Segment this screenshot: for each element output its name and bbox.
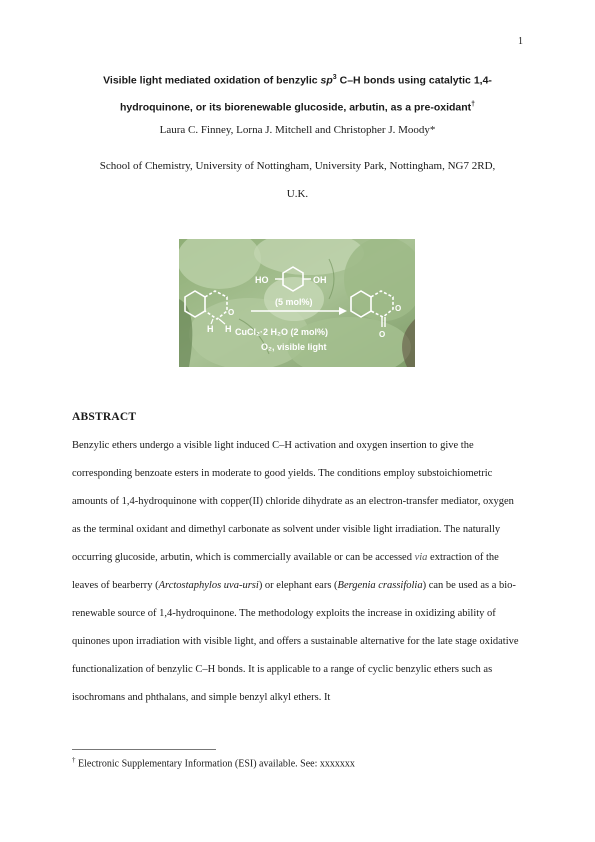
affiliation: [40, 152, 555, 208]
loading-label: (5 mol%): [275, 297, 313, 307]
title-sp: sp: [320, 74, 333, 87]
footnote-rule: [72, 749, 216, 750]
ho-label: HO: [255, 275, 269, 285]
title-dagger: †: [471, 100, 476, 108]
title-line1-post: C–H bonds using catalytic 1,4-: [336, 74, 492, 87]
graphical-abstract: [179, 239, 415, 367]
abstract-heading: ABSTRACT: [72, 411, 137, 423]
oxidant-label: O₂, visible light: [261, 342, 327, 352]
abstract-body: [72, 432, 524, 712]
graphical-abstract-image: [179, 239, 415, 367]
footnote-mark: †: [72, 756, 76, 764]
carbonyl-o-label: O: [379, 330, 386, 339]
h1-label: H: [207, 324, 214, 334]
title-sup: 3: [332, 74, 337, 81]
paper-title: [60, 66, 535, 119]
catalyst-label: CuCl₂·2 H₂O (2 mol%): [235, 327, 329, 337]
abstract-part2: extraction of the leaves of bearberry (: [72, 552, 499, 591]
author-list: Laura C. Finney, Lorna J. Mitchell and Christopher J. Moody*: [159, 124, 436, 136]
species-bearberry: Arctostaphylos uva-ursi: [158, 580, 259, 591]
reactant-o-label: O: [228, 308, 235, 317]
affiliation-line1: School of Chemistry, University of Nottingham, University Park, Nottingham, NG7 2RD,: [99, 160, 496, 172]
abstract-via: via: [414, 552, 428, 563]
abstract-part3: ) or elephant ears (: [258, 580, 338, 591]
h2-label: H: [225, 324, 232, 334]
footnote: [72, 756, 355, 769]
footnote-text: Electronic Supplementary Information (ESI) available. See: xxxxxxx: [75, 758, 355, 770]
species-elephant-ears: Bergenia crassifolia: [337, 580, 423, 591]
page-number: 1: [518, 36, 523, 47]
oh-label: OH: [313, 275, 327, 285]
abstract-part1: Benzylic ethers undergo a visible light induced C–H activation and oxygen insertion to give the corresponding benzoate esters in moderate to good yields. The conditions employ substoichiometric amounts of 1,4-hydroquinone with copper(II) chloride dihydrate as an electron-transfer mediator, oxygen as the terminal oxidant and dimethyl carbonate as solvent under visible light irradiation. The naturally occurring glucoside, arbutin, which is commercially available or can be accessed: [72, 440, 514, 563]
abstract-part4: ) can be used as a bio-renewable source of 1,4-hydroquinone. The methodology exploits the increase in oxidizing ability of quinones upon irradiation with visible light, and offers a sustainable alternative for the late stage oxidative functionalization of benzylic C–H bonds. It is applicable to a range of cyclic benzylic ethers such as isochromans and phthalans, and simple benzyl alkyl ethers. It: [72, 580, 519, 703]
product-o-label: O: [395, 304, 402, 313]
affiliation-line2: U.K.: [286, 188, 309, 200]
title-line1-pre: Visible light mediated oxidation of benzylic: [103, 74, 321, 87]
title-line2: hydroquinone, or its biorenewable glucoside, arbutin, as a pre-oxidant: [119, 101, 472, 113]
